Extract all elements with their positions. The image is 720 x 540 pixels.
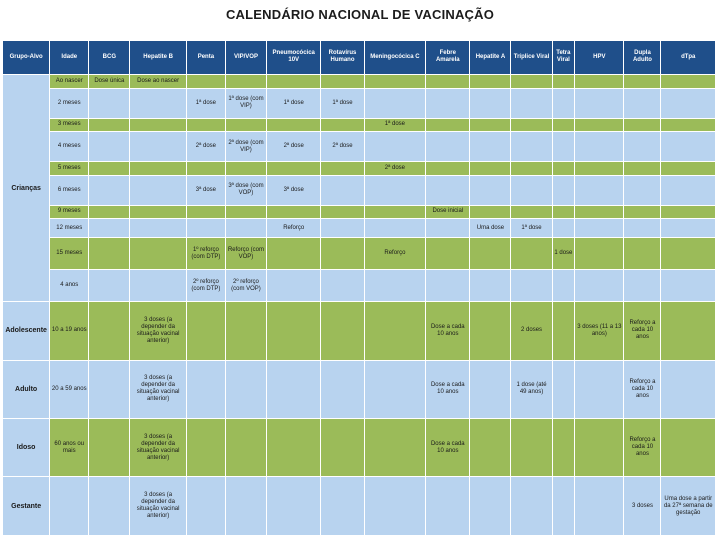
table-row <box>3 74 716 88</box>
table-cell <box>225 162 266 176</box>
table-cell: 1º reforço (com DTP) <box>186 238 225 270</box>
table-cell <box>89 88 130 118</box>
table-cell <box>225 74 266 88</box>
table-cell <box>321 74 364 88</box>
table-cell <box>321 360 364 418</box>
table-cell: Dose ao nascer <box>130 74 187 88</box>
table-row <box>3 219 716 238</box>
table-cell <box>624 118 661 132</box>
table-cell <box>89 302 130 360</box>
table-row <box>3 270 716 302</box>
table-cell <box>624 132 661 162</box>
table-cell <box>89 205 130 219</box>
table-cell: Dose a cada 10 anos <box>426 302 470 360</box>
table-cell <box>511 162 552 176</box>
table-cell <box>321 477 364 536</box>
column-header: Idade <box>50 41 89 75</box>
table-cell: Dose inicial <box>426 205 470 219</box>
group-label: Idoso <box>3 419 50 477</box>
table-cell <box>186 118 225 132</box>
table-cell <box>426 74 470 88</box>
table-cell <box>267 419 321 477</box>
table-cell <box>470 477 511 536</box>
table-cell: 1ª dose <box>186 88 225 118</box>
table-cell <box>624 219 661 238</box>
table-cell: 6 meses <box>50 175 89 205</box>
table-cell <box>225 219 266 238</box>
table-cell <box>186 74 225 88</box>
table-cell <box>511 74 552 88</box>
table-cell: 4 meses <box>50 132 89 162</box>
table-cell <box>511 132 552 162</box>
table-row <box>3 302 716 360</box>
group-label: Crianças <box>3 74 50 301</box>
table-cell <box>470 205 511 219</box>
group-label: Adolescente <box>3 302 50 360</box>
table-cell <box>552 205 575 219</box>
table-cell <box>511 88 552 118</box>
table-cell <box>624 270 661 302</box>
table-cell <box>364 419 426 477</box>
table-cell <box>225 205 266 219</box>
table-cell <box>267 162 321 176</box>
table-cell <box>186 162 225 176</box>
column-header: VIP/VOP <box>225 41 266 75</box>
table-cell <box>624 238 661 270</box>
table-cell <box>661 238 716 270</box>
table-cell: Reforço <box>364 238 426 270</box>
table-cell <box>511 175 552 205</box>
table-cell: 3 doses (11 a 13 anos) <box>575 302 624 360</box>
table-cell <box>575 132 624 162</box>
table-cell <box>426 88 470 118</box>
table-cell: 3ª dose (com VOP) <box>225 175 266 205</box>
table-cell <box>130 132 187 162</box>
table-cell <box>552 477 575 536</box>
table-cell <box>661 132 716 162</box>
table-cell: 9 meses <box>50 205 89 219</box>
table-cell: 2ª dose <box>321 132 364 162</box>
table-cell: 3ª dose <box>186 175 225 205</box>
table-cell: 1ª dose <box>364 118 426 132</box>
table-cell <box>364 360 426 418</box>
table-row <box>3 88 716 118</box>
table-cell: Reforço a cada 10 anos <box>624 419 661 477</box>
table-cell <box>426 175 470 205</box>
page-title: CALENDÁRIO NACIONAL DE VACINAÇÃO <box>225 7 495 22</box>
table-cell: Reforço <box>267 219 321 238</box>
table-cell <box>130 270 187 302</box>
table-cell <box>89 477 130 536</box>
column-header: BCG <box>89 41 130 75</box>
table-cell: 3ª dose <box>267 175 321 205</box>
table-cell <box>661 419 716 477</box>
table-cell: 1ª dose (com VIP) <box>225 88 266 118</box>
table-cell: 5 meses <box>50 162 89 176</box>
table-cell: 3 doses (a depender da situação vacinal anterior) <box>130 360 187 418</box>
column-header: Rotavírus Humano <box>321 41 364 75</box>
table-row <box>3 419 716 477</box>
table-cell <box>267 270 321 302</box>
column-header: Penta <box>186 41 225 75</box>
table-cell <box>186 360 225 418</box>
table-cell <box>552 219 575 238</box>
table-cell <box>470 118 511 132</box>
column-header: Grupo-Alvo <box>3 41 50 75</box>
table-cell <box>89 238 130 270</box>
table-cell <box>89 118 130 132</box>
table-cell <box>426 162 470 176</box>
table-cell <box>321 419 364 477</box>
table-cell: 20 a 59 anos <box>50 360 89 418</box>
table-row <box>3 360 716 418</box>
table-cell <box>470 162 511 176</box>
table-cell <box>89 162 130 176</box>
column-header: Tríplice Viral <box>511 41 552 75</box>
table-cell: 1ª dose <box>321 88 364 118</box>
table-cell <box>426 118 470 132</box>
table-cell <box>552 270 575 302</box>
table-cell <box>267 205 321 219</box>
table-cell <box>267 118 321 132</box>
column-header: dTpa <box>661 41 716 75</box>
table-cell: Uma dose <box>470 219 511 238</box>
table-cell <box>364 205 426 219</box>
table-cell: 2 meses <box>50 88 89 118</box>
table-cell <box>552 118 575 132</box>
table-cell <box>661 88 716 118</box>
table-cell <box>511 238 552 270</box>
table-cell <box>267 74 321 88</box>
table-cell <box>511 477 552 536</box>
table-cell <box>89 132 130 162</box>
table-cell <box>661 205 716 219</box>
table-cell: 3 doses <box>624 477 661 536</box>
table-cell <box>624 175 661 205</box>
table-cell <box>552 74 575 88</box>
column-header: HPV <box>575 41 624 75</box>
table-cell <box>130 175 187 205</box>
table-cell <box>575 205 624 219</box>
table-cell: 3 meses <box>50 118 89 132</box>
table-cell <box>661 74 716 88</box>
table-cell <box>186 219 225 238</box>
table-cell <box>552 88 575 118</box>
table-cell <box>130 118 187 132</box>
table-cell: Dose a cada 10 anos <box>426 419 470 477</box>
table-cell <box>624 74 661 88</box>
table-cell <box>130 205 187 219</box>
table-cell: 10 a 19 anos <box>50 302 89 360</box>
table-cell <box>511 419 552 477</box>
table-cell: Uma dose a partir da 27ª semana de gestação <box>661 477 716 536</box>
table-cell <box>364 302 426 360</box>
table-cell <box>552 419 575 477</box>
table-cell <box>470 74 511 88</box>
table-cell <box>225 419 266 477</box>
table-cell <box>661 219 716 238</box>
table-cell <box>321 302 364 360</box>
table-cell <box>50 477 89 536</box>
table-cell: 3 doses (a depender da situação vacinal anterior) <box>130 302 187 360</box>
table-cell <box>470 270 511 302</box>
table-cell <box>186 477 225 536</box>
table-cell: Dose única <box>89 74 130 88</box>
table-cell <box>321 118 364 132</box>
table-cell: 1 dose <box>552 238 575 270</box>
column-header: Dupla Adulto <box>624 41 661 75</box>
table-cell <box>364 477 426 536</box>
table-cell <box>575 419 624 477</box>
table-cell <box>321 175 364 205</box>
table-cell: 2 doses <box>511 302 552 360</box>
table-cell <box>89 219 130 238</box>
table-row <box>3 175 716 205</box>
table-cell: 2ª dose <box>267 132 321 162</box>
column-header: Hepatite B <box>130 41 187 75</box>
table-cell <box>426 270 470 302</box>
table-cell <box>575 88 624 118</box>
table-cell <box>470 175 511 205</box>
table-cell <box>575 477 624 536</box>
table-cell: 2º reforço (com VOP) <box>225 270 266 302</box>
table-row <box>3 205 716 219</box>
table-cell <box>321 162 364 176</box>
table-cell <box>321 270 364 302</box>
table-cell <box>364 219 426 238</box>
table-cell <box>130 162 187 176</box>
table-cell <box>624 205 661 219</box>
table-cell: Reforço (com VOP) <box>225 238 266 270</box>
table-cell: 1 dose (até 49 anos) <box>511 360 552 418</box>
table-cell <box>575 238 624 270</box>
table-cell: 4 anos <box>50 270 89 302</box>
table-cell <box>470 88 511 118</box>
table-cell: 1ª dose <box>511 219 552 238</box>
table-cell <box>364 175 426 205</box>
table-cell <box>89 175 130 205</box>
table-cell <box>661 360 716 418</box>
table-cell <box>267 477 321 536</box>
table-cell <box>186 205 225 219</box>
table-cell: 2ª dose <box>364 162 426 176</box>
table-cell <box>130 238 187 270</box>
table-row <box>3 118 716 132</box>
table-cell <box>321 219 364 238</box>
table-cell <box>661 162 716 176</box>
table-cell <box>552 175 575 205</box>
table-cell: 3 doses (a depender da situação vacinal anterior) <box>130 419 187 477</box>
table-cell <box>130 88 187 118</box>
table-cell <box>624 88 661 118</box>
table-cell <box>364 74 426 88</box>
table-cell: 2ª dose (com VIP) <box>225 132 266 162</box>
group-label: Adulto <box>3 360 50 418</box>
table-row <box>3 477 716 536</box>
table-cell: Dose a cada 10 anos <box>426 360 470 418</box>
table-cell <box>186 419 225 477</box>
table-cell <box>186 302 225 360</box>
table-cell: 12 meses <box>50 219 89 238</box>
table-cell <box>511 270 552 302</box>
column-header: Pneumocócica 10V <box>267 41 321 75</box>
table-cell <box>470 360 511 418</box>
table-cell <box>426 238 470 270</box>
table-cell <box>426 477 470 536</box>
column-header: Tetra Viral <box>552 41 575 75</box>
table-cell <box>552 162 575 176</box>
table-cell <box>575 118 624 132</box>
table-cell <box>89 270 130 302</box>
table-cell <box>470 302 511 360</box>
table-cell <box>89 419 130 477</box>
table-cell: 3 doses (a depender da situação vacinal anterior) <box>130 477 187 536</box>
table-cell <box>225 360 266 418</box>
table-cell <box>321 205 364 219</box>
column-header: Hepatite A <box>470 41 511 75</box>
table-cell: Reforço a cada 10 anos <box>624 302 661 360</box>
table-cell <box>661 270 716 302</box>
group-label: Gestante <box>3 477 50 536</box>
table-cell <box>575 162 624 176</box>
table-cell <box>575 74 624 88</box>
column-header: Meningocócica C <box>364 41 426 75</box>
table-cell <box>321 238 364 270</box>
table-cell <box>225 118 266 132</box>
table-row <box>3 162 716 176</box>
table-cell <box>426 132 470 162</box>
table-cell <box>552 132 575 162</box>
table-cell <box>511 205 552 219</box>
table-cell <box>470 238 511 270</box>
table-cell <box>364 88 426 118</box>
table-cell <box>575 270 624 302</box>
table-cell <box>225 477 266 536</box>
table-cell <box>470 132 511 162</box>
table-cell <box>267 238 321 270</box>
table-cell <box>89 360 130 418</box>
table-cell <box>575 175 624 205</box>
table-cell: 2ª dose <box>186 132 225 162</box>
column-header: Febre Amarela <box>426 41 470 75</box>
table-cell: Reforço a cada 10 anos <box>624 360 661 418</box>
table-cell <box>552 360 575 418</box>
table-cell <box>575 360 624 418</box>
table-cell <box>267 302 321 360</box>
table-cell <box>426 219 470 238</box>
table-cell: 60 anos ou mais <box>50 419 89 477</box>
table-cell <box>364 132 426 162</box>
table-cell <box>575 219 624 238</box>
table-cell <box>267 360 321 418</box>
table-cell: 15 meses <box>50 238 89 270</box>
table-cell <box>364 270 426 302</box>
table-cell: 1ª dose <box>267 88 321 118</box>
table-cell <box>552 302 575 360</box>
table-cell <box>661 118 716 132</box>
table-row <box>3 238 716 270</box>
table-cell <box>130 219 187 238</box>
table-cell <box>661 302 716 360</box>
table-cell <box>225 302 266 360</box>
vaccination-table <box>2 40 716 536</box>
table-cell: Ao nascer <box>50 74 89 88</box>
table-cell <box>624 162 661 176</box>
table-cell <box>470 419 511 477</box>
table-row <box>3 132 716 162</box>
table-cell <box>511 118 552 132</box>
table-cell: 2º reforço (com DTP) <box>186 270 225 302</box>
table-cell <box>661 175 716 205</box>
